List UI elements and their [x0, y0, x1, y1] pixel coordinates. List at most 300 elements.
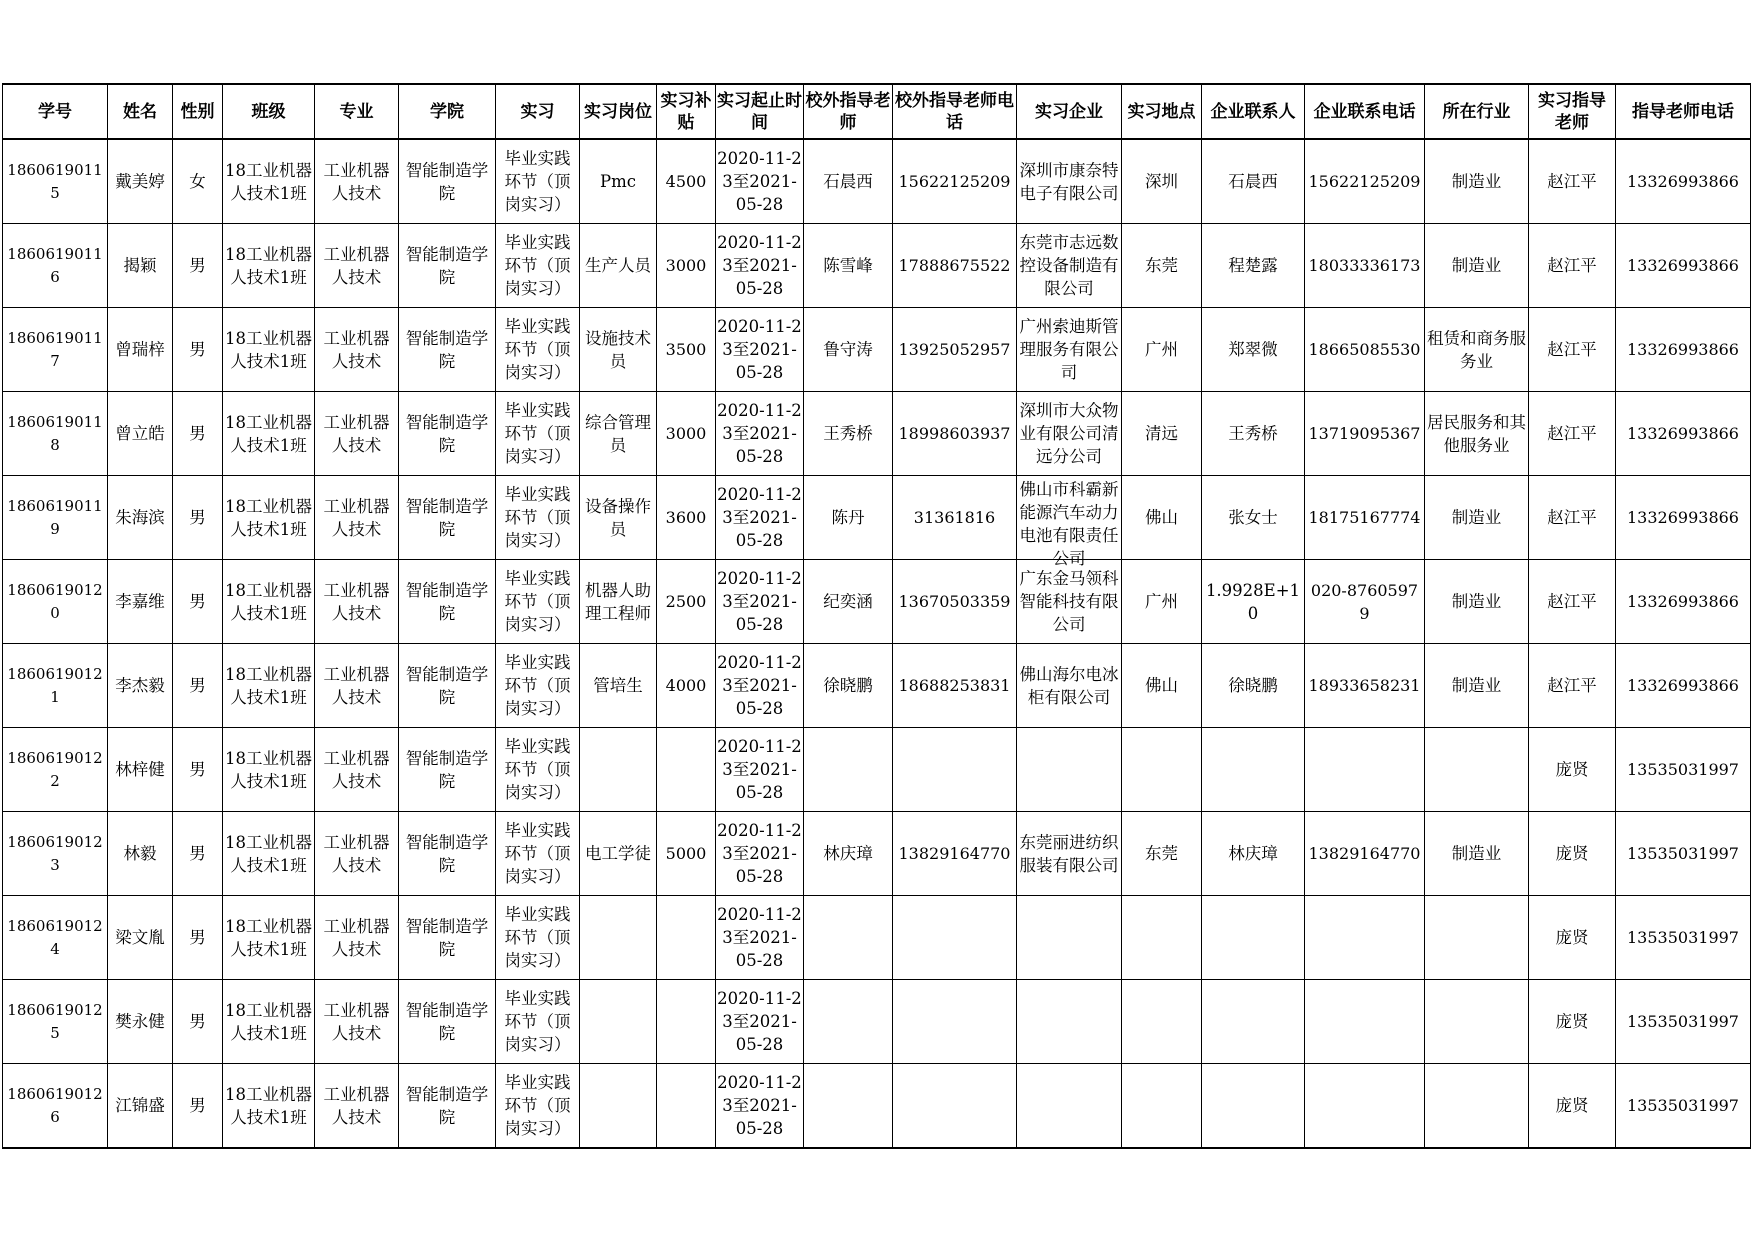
cell-company-contact: [1202, 728, 1305, 812]
cell-text: 智能制造学院: [405, 160, 489, 203]
cell-text: 毕业实践环节（顶岗实习）: [504, 1073, 571, 1138]
cell-advisor: [1529, 980, 1616, 1064]
cell-text: 5000: [665, 844, 707, 863]
cell-text: 13535031997: [1627, 760, 1739, 779]
cell-name: [108, 560, 173, 644]
cell-college: [399, 980, 496, 1064]
cell-text: 女: [189, 172, 206, 191]
cell-location: [1122, 644, 1202, 728]
cell-subsidy: [657, 308, 716, 392]
cell-text: 男: [189, 1096, 206, 1115]
cell-text: 庞贤: [1555, 844, 1589, 863]
cell-subsidy: [657, 1064, 716, 1149]
cell-text: 3000: [665, 424, 707, 443]
cell-text: 4000: [665, 676, 707, 695]
cell-name: [108, 308, 173, 392]
cell-subsidy: [657, 392, 716, 476]
header-company-phone: 企业联系电话: [1305, 84, 1425, 139]
cell-text: 东莞: [1145, 256, 1178, 275]
header-location: 实习地点: [1122, 84, 1202, 139]
cell-text: 戴美婷: [115, 172, 165, 191]
cell-industry: [1425, 1064, 1529, 1149]
cell-company-phone: [1305, 476, 1425, 560]
cell-gender: [173, 728, 223, 812]
cell-text: 3000: [665, 256, 707, 275]
cell-text: 13326993866: [1627, 172, 1739, 191]
cell-major: [315, 476, 399, 560]
cell-industry: [1425, 224, 1529, 308]
cell-period: [716, 392, 804, 476]
cell-gender: [173, 476, 223, 560]
cell-advisor-phone: [1616, 560, 1751, 644]
cell-text: 智能制造学院: [405, 832, 489, 875]
table-row: [3, 896, 1751, 980]
cell-company: [1017, 980, 1122, 1064]
cell-text: 13535031997: [1627, 1096, 1739, 1115]
table-row: [3, 812, 1751, 896]
cell-advisor: [1529, 1064, 1616, 1149]
cell-advisor: [1529, 812, 1616, 896]
cell-company-contact: [1202, 896, 1305, 980]
cell-text: 毕业实践环节（顶岗实习）: [504, 653, 571, 718]
cell-text: 18606190121: [7, 664, 103, 706]
cell-text: 鲁守涛: [823, 340, 873, 359]
cell-class: [223, 728, 315, 812]
cell-text: 设备操作员: [585, 496, 651, 539]
cell-company: [1017, 644, 1122, 728]
cell-ext-advisor: [804, 139, 893, 224]
cell-internship: [496, 139, 580, 224]
cell-ext-advisor-phone: [893, 560, 1017, 644]
cell-advisor-phone: [1616, 980, 1751, 1064]
cell-student-id: [3, 476, 108, 560]
cell-industry: [1425, 308, 1529, 392]
cell-text: 18606190115: [7, 160, 103, 202]
cell-gender: [173, 224, 223, 308]
cell-position: [580, 644, 657, 728]
cell-text: 2020-11-23至2021-05-28: [717, 989, 802, 1054]
cell-position: [580, 1064, 657, 1149]
cell-company-contact: [1202, 476, 1305, 560]
cell-ext-advisor-phone: [893, 1064, 1017, 1149]
cell-advisor-phone: [1616, 139, 1751, 224]
cell-advisor: [1529, 139, 1616, 224]
cell-position: [580, 476, 657, 560]
cell-text: 广东金马领科智能科技有限公司: [1019, 569, 1119, 634]
cell-company-contact: [1202, 812, 1305, 896]
cell-text: 15622125209: [898, 172, 1011, 191]
cell-industry: [1425, 139, 1529, 224]
header-period: 实习起止时间: [716, 84, 804, 139]
cell-internship: [496, 812, 580, 896]
cell-company-phone: [1305, 139, 1425, 224]
cell-ext-advisor-phone: [893, 476, 1017, 560]
cell-text: 男: [189, 424, 206, 443]
cell-text: 毕业实践环节（顶岗实习）: [504, 233, 571, 298]
cell-text: 31361816: [913, 508, 996, 527]
cell-major: [315, 728, 399, 812]
cell-text: 工业机器人技术: [323, 244, 390, 287]
header-ext-advisor-phone: 校外指导老师电话: [893, 84, 1017, 139]
cell-major: [315, 812, 399, 896]
cell-text: 智能制造学院: [405, 1084, 489, 1127]
cell-advisor: [1529, 896, 1616, 980]
cell-text: 深圳市大众物业有限公司清远分公司: [1019, 401, 1119, 466]
cell-industry: [1425, 392, 1529, 476]
cell-industry: [1425, 476, 1529, 560]
cell-student-id: [3, 980, 108, 1064]
cell-period: [716, 644, 804, 728]
header-advisor-phone: 指导老师电话: [1616, 84, 1751, 139]
cell-text: 曾立皓: [115, 424, 165, 443]
cell-company: [1017, 812, 1122, 896]
cell-advisor-phone: [1616, 476, 1751, 560]
header-row: [3, 84, 1751, 139]
cell-advisor-phone: [1616, 1064, 1751, 1149]
cell-text: 工业机器人技术: [323, 916, 390, 959]
cell-text: 林庆璋: [1228, 844, 1278, 863]
cell-text: 樊永健: [115, 1012, 165, 1031]
cell-name: [108, 224, 173, 308]
cell-text: 李杰毅: [115, 676, 165, 695]
cell-text: 庞贤: [1555, 1012, 1589, 1031]
cell-internship: [496, 308, 580, 392]
cell-position: [580, 980, 657, 1064]
cell-text: 毕业实践环节（顶岗实习）: [504, 149, 571, 214]
cell-subsidy: [657, 139, 716, 224]
cell-student-id: [3, 308, 108, 392]
cell-text: 2020-11-23至2021-05-28: [717, 653, 802, 718]
cell-ext-advisor: [804, 308, 893, 392]
cell-ext-advisor: [804, 224, 893, 308]
cell-text: 4500: [665, 172, 707, 191]
cell-text: 13829164770: [898, 844, 1011, 863]
cell-text: 赵江平: [1547, 424, 1597, 443]
cell-gender: [173, 392, 223, 476]
cell-text: 13535031997: [1627, 1012, 1739, 1031]
cell-text: 男: [189, 256, 206, 275]
cell-class: [223, 980, 315, 1064]
cell-text: 张女士: [1228, 508, 1278, 527]
cell-text: 工业机器人技术: [323, 1084, 390, 1127]
cell-advisor: [1529, 308, 1616, 392]
cell-text: 庞贤: [1555, 760, 1589, 779]
cell-text: 居民服务和其他服务业: [1427, 412, 1526, 455]
cell-text: 曾瑞梓: [115, 340, 165, 359]
cell-text: 18606190122: [7, 748, 103, 790]
cell-text: 毕业实践环节（顶岗实习）: [504, 401, 571, 466]
cell-company-phone: [1305, 644, 1425, 728]
cell-ext-advisor-phone: [893, 139, 1017, 224]
cell-name: [108, 812, 173, 896]
cell-class: [223, 644, 315, 728]
cell-advisor-phone: [1616, 812, 1751, 896]
cell-text: 2020-11-23至2021-05-28: [717, 821, 802, 886]
cell-text: 智能制造学院: [405, 328, 489, 371]
header-major: 专业: [315, 84, 399, 139]
header-company-contact: 企业联系人: [1202, 84, 1305, 139]
cell-company: [1017, 728, 1122, 812]
cell-ext-advisor-phone: [893, 308, 1017, 392]
cell-advisor: [1529, 644, 1616, 728]
cell-text: 男: [189, 844, 206, 863]
cell-college: [399, 644, 496, 728]
cell-period: [716, 476, 804, 560]
cell-text: 18998603937: [898, 424, 1011, 443]
cell-major: [315, 308, 399, 392]
cell-major: [315, 560, 399, 644]
cell-period: [716, 980, 804, 1064]
header-industry: 所在行业: [1425, 84, 1529, 139]
cell-text: 020-87605979: [1310, 580, 1419, 623]
cell-text: 男: [189, 760, 206, 779]
cell-text: 18工业机器人技术1班: [225, 832, 312, 875]
cell-text: 18688253831: [898, 676, 1011, 695]
cell-company: [1017, 224, 1122, 308]
cell-text: 赵江平: [1547, 508, 1597, 527]
cell-text: 工业机器人技术: [323, 328, 390, 371]
header-class: 班级: [223, 84, 315, 139]
cell-ext-advisor-phone: [893, 224, 1017, 308]
cell-text: 2020-11-23至2021-05-28: [717, 569, 802, 634]
cell-text: 18033336173: [1308, 256, 1421, 275]
cell-text: 18606190124: [7, 916, 103, 958]
cell-company: [1017, 1064, 1122, 1149]
cell-text: 18606190125: [7, 1000, 103, 1042]
cell-text: 赵江平: [1547, 676, 1597, 695]
cell-text: 江锦盛: [115, 1096, 165, 1115]
cell-text: 工业机器人技术: [323, 412, 390, 455]
cell-ext-advisor: [804, 392, 893, 476]
cell-text: 18工业机器人技术1班: [225, 244, 312, 287]
header-position: 实习岗位: [580, 84, 657, 139]
cell-position: [580, 812, 657, 896]
cell-internship: [496, 392, 580, 476]
cell-class: [223, 139, 315, 224]
cell-advisor-phone: [1616, 896, 1751, 980]
cell-class: [223, 560, 315, 644]
cell-text: 18606190120: [7, 580, 103, 622]
cell-text: 13829164770: [1308, 844, 1421, 863]
cell-text: 2020-11-23至2021-05-28: [717, 1073, 802, 1138]
cell-college: [399, 308, 496, 392]
cell-company-contact: [1202, 308, 1305, 392]
cell-advisor-phone: [1616, 728, 1751, 812]
cell-text: 18665085530: [1308, 340, 1421, 359]
cell-text: 13535031997: [1627, 844, 1739, 863]
cell-text: 2020-11-23至2021-05-28: [717, 905, 802, 970]
cell-period: [716, 139, 804, 224]
cell-advisor: [1529, 224, 1616, 308]
cell-text: 13670503359: [898, 592, 1011, 611]
cell-internship: [496, 644, 580, 728]
cell-college: [399, 392, 496, 476]
cell-text: 智能制造学院: [405, 916, 489, 959]
cell-location: [1122, 896, 1202, 980]
cell-text: 赵江平: [1547, 172, 1597, 191]
cell-class: [223, 476, 315, 560]
cell-text: 2020-11-23至2021-05-28: [717, 149, 802, 214]
cell-text: 朱海滨: [115, 508, 165, 527]
cell-text: 18606190126: [7, 1084, 103, 1126]
cell-company: [1017, 896, 1122, 980]
cell-text: 18工业机器人技术1班: [225, 328, 312, 371]
cell-text: 2020-11-23至2021-05-28: [717, 737, 802, 802]
cell-company-contact: [1202, 644, 1305, 728]
cell-class: [223, 1064, 315, 1149]
cell-text: 生产人员: [585, 256, 651, 275]
cell-company-contact: [1202, 560, 1305, 644]
cell-text: 男: [189, 928, 206, 947]
cell-ext-advisor-phone: [893, 392, 1017, 476]
cell-major: [315, 980, 399, 1064]
cell-text: 管培生: [593, 676, 643, 695]
cell-text: 揭颖: [123, 256, 157, 275]
header-name: 姓名: [108, 84, 173, 139]
table-row: [3, 392, 1751, 476]
cell-text: 工业机器人技术: [323, 832, 390, 875]
cell-text: 男: [189, 1012, 206, 1031]
cell-internship: [496, 224, 580, 308]
cell-ext-advisor: [804, 728, 893, 812]
cell-text: 石晨西: [1228, 172, 1278, 191]
header-college: 学院: [399, 84, 496, 139]
header-gender: 性别: [173, 84, 223, 139]
cell-gender: [173, 896, 223, 980]
cell-text: 清远: [1145, 424, 1178, 443]
table-row: [3, 1064, 1751, 1149]
cell-text: 综合管理员: [585, 412, 651, 455]
table-row: [3, 980, 1751, 1064]
cell-text: 智能制造学院: [405, 1000, 489, 1043]
cell-text: 18工业机器人技术1班: [225, 748, 312, 791]
cell-gender: [173, 1064, 223, 1149]
cell-location: [1122, 812, 1202, 896]
cell-position: [580, 224, 657, 308]
cell-text: 13925052957: [898, 340, 1011, 359]
cell-student-id: [3, 812, 108, 896]
cell-location: [1122, 728, 1202, 812]
cell-text: 3500: [665, 340, 707, 359]
table-row: [3, 728, 1751, 812]
cell-ext-advisor-phone: [893, 644, 1017, 728]
cell-text: 2500: [665, 592, 707, 611]
cell-text: 林毅: [123, 844, 157, 863]
cell-text: 庞贤: [1555, 928, 1589, 947]
cell-text: 租赁和商务服务业: [1427, 328, 1526, 371]
cell-industry: [1425, 980, 1529, 1064]
cell-gender: [173, 308, 223, 392]
cell-text: 18606190119: [7, 496, 103, 538]
cell-company-contact: [1202, 139, 1305, 224]
cell-company-contact: [1202, 224, 1305, 308]
cell-gender: [173, 644, 223, 728]
cell-text: 制造业: [1451, 172, 1502, 191]
cell-text: 徐晓鹏: [823, 676, 873, 695]
cell-major: [315, 1064, 399, 1149]
cell-class: [223, 896, 315, 980]
cell-text: 制造业: [1451, 676, 1502, 695]
cell-text: 赵江平: [1547, 340, 1597, 359]
cell-company: [1017, 476, 1122, 568]
cell-ext-advisor: [804, 1064, 893, 1149]
cell-position: [580, 728, 657, 812]
cell-text: 制造业: [1451, 592, 1502, 611]
cell-subsidy: [657, 224, 716, 308]
cell-college: [399, 812, 496, 896]
cell-text: 智能制造学院: [405, 664, 489, 707]
cell-advisor: [1529, 476, 1616, 560]
cell-location: [1122, 1064, 1202, 1149]
cell-text: 东莞丽进纺织服装有限公司: [1019, 832, 1119, 875]
cell-text: 18175167774: [1308, 508, 1421, 527]
cell-text: 佛山市科霸新能源汽车动力电池有限责任公司: [1019, 480, 1119, 568]
table-row: [3, 476, 1751, 560]
table-body: [3, 139, 1751, 1148]
cell-class: [223, 308, 315, 392]
cell-text: 庞贤: [1555, 1096, 1589, 1115]
cell-text: 工业机器人技术: [323, 580, 390, 623]
cell-company: [1017, 139, 1122, 224]
cell-text: 毕业实践环节（顶岗实习）: [504, 821, 571, 886]
cell-ext-advisor: [804, 644, 893, 728]
cell-major: [315, 224, 399, 308]
cell-text: 3600: [665, 508, 707, 527]
cell-text: 13719095367: [1308, 424, 1421, 443]
cell-text: 毕业实践环节（顶岗实习）: [504, 569, 571, 634]
cell-text: 18606190117: [7, 328, 103, 370]
cell-text: 18工业机器人技术1班: [225, 580, 312, 623]
cell-name: [108, 392, 173, 476]
cell-advisor-phone: [1616, 644, 1751, 728]
table-row: [3, 308, 1751, 392]
cell-internship: [496, 476, 580, 560]
cell-ext-advisor-phone: [893, 980, 1017, 1064]
cell-text: 广州: [1145, 340, 1178, 359]
cell-college: [399, 728, 496, 812]
cell-text: 佛山: [1145, 508, 1178, 527]
cell-student-id: [3, 728, 108, 812]
cell-subsidy: [657, 980, 716, 1064]
cell-college: [399, 476, 496, 560]
cell-class: [223, 392, 315, 476]
cell-major: [315, 644, 399, 728]
cell-subsidy: [657, 812, 716, 896]
cell-name: [108, 896, 173, 980]
cell-text: 广州: [1145, 592, 1178, 611]
cell-text: 毕业实践环节（顶岗实习）: [504, 317, 571, 382]
cell-location: [1122, 560, 1202, 644]
cell-company-phone: [1305, 980, 1425, 1064]
cell-internship: [496, 896, 580, 980]
cell-student-id: [3, 392, 108, 476]
cell-text: 制造业: [1451, 256, 1502, 275]
cell-ext-advisor: [804, 812, 893, 896]
cell-text: 2020-11-23至2021-05-28: [717, 401, 802, 466]
cell-text: 13326993866: [1627, 424, 1739, 443]
cell-student-id: [3, 560, 108, 644]
cell-text: 陈丹: [831, 508, 865, 527]
cell-text: 佛山: [1145, 676, 1178, 695]
cell-text: 智能制造学院: [405, 412, 489, 455]
cell-ext-advisor-phone: [893, 896, 1017, 980]
cell-text: 石晨西: [823, 172, 873, 191]
cell-company: [1017, 560, 1122, 644]
cell-text: 东莞市志远数控设备制造有限公司: [1019, 233, 1119, 298]
cell-text: 王秀桥: [823, 424, 873, 443]
cell-advisor-phone: [1616, 308, 1751, 392]
cell-text: 毕业实践环节（顶岗实习）: [504, 737, 571, 802]
